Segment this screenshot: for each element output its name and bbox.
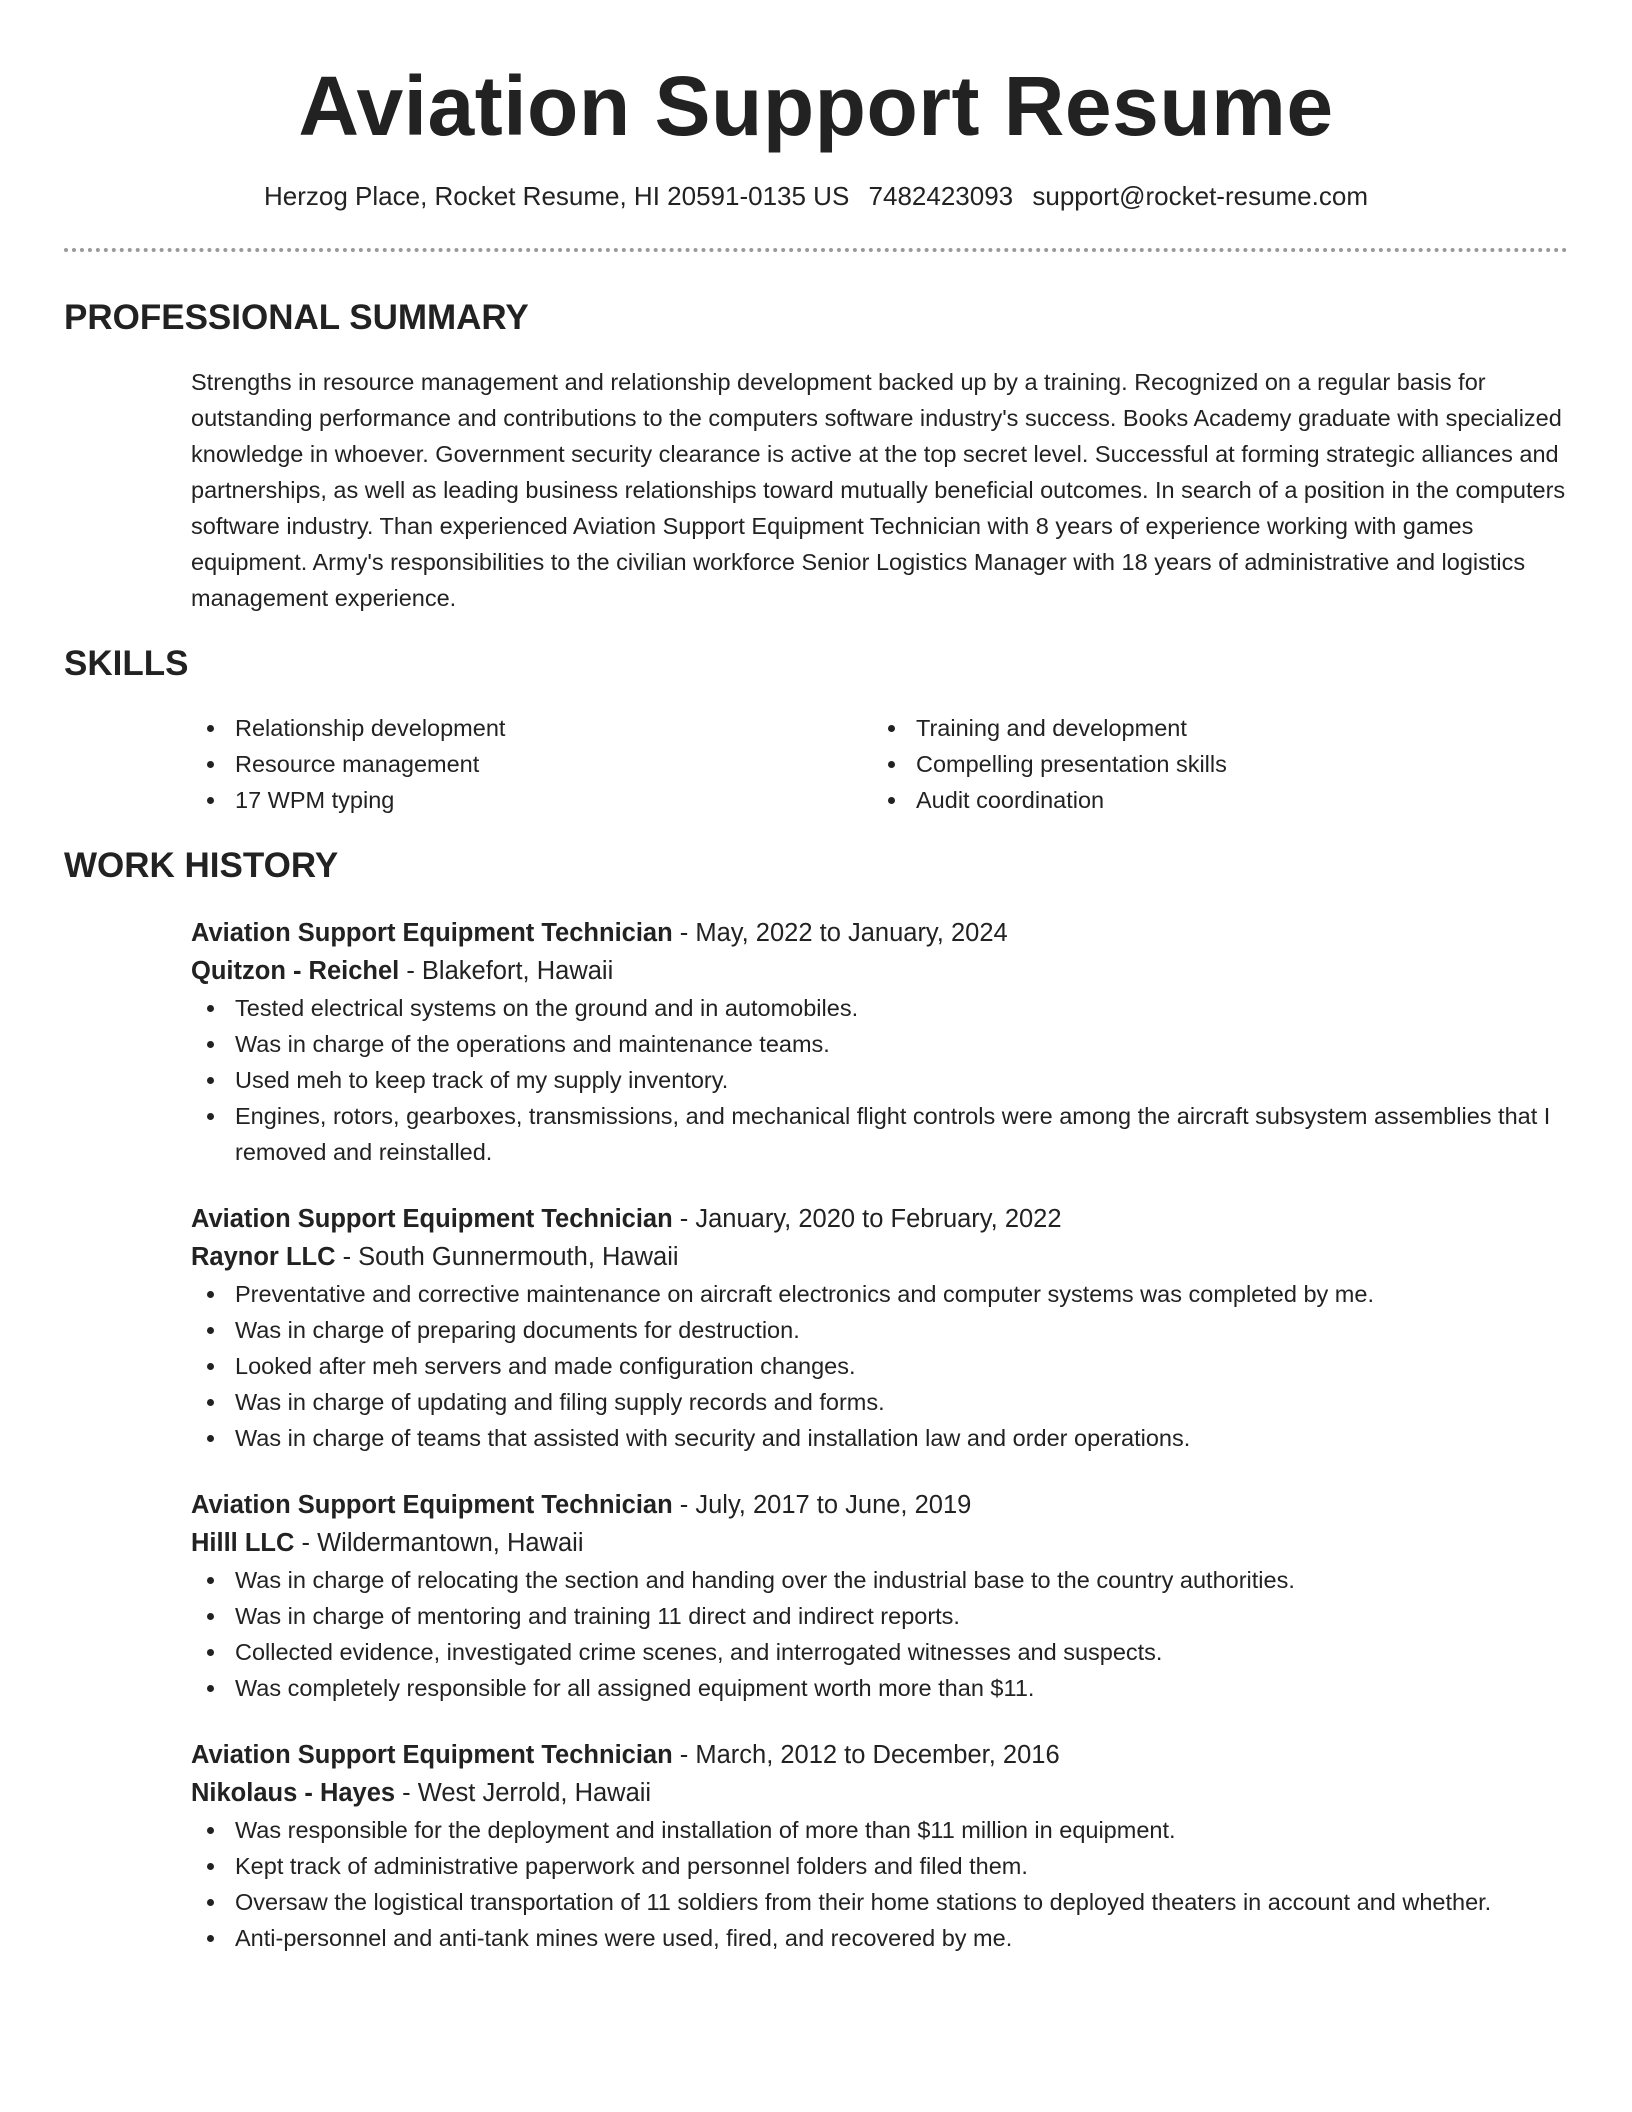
job-role-line: [191, 914, 1568, 952]
job-dates: - March, 2012 to December, 2016: [672, 1741, 1060, 1769]
job-bullets: [191, 1812, 1568, 1956]
job-entry: [191, 1736, 1568, 1956]
skills-heading: SKILLS: [64, 644, 189, 683]
job-bullet: Engines, rotors, gearboxes, transmissions, and mechanical flight controls were among the aircraft subsystem assemblies that I removed and reinstalled.: [191, 1098, 1570, 1170]
job-company-line: [191, 1524, 1568, 1562]
job-location: - West Jerrold, Hawaii: [395, 1779, 652, 1807]
job-bullet: Was in charge of teams that assisted with security and installation law and order operations.: [191, 1420, 1570, 1456]
job-bullet: Collected evidence, investigated crime scenes, and interrogated witnesses and suspects.: [191, 1634, 1570, 1670]
header-divider: [64, 248, 1568, 252]
job-bullet: Was in charge of updating and filing supply records and forms.: [191, 1384, 1570, 1420]
resume-title: Aviation Support Resume: [298, 59, 1334, 153]
job-role: Aviation Support Equipment Technician: [191, 1491, 673, 1519]
work-history-heading: WORK HISTORY: [64, 846, 339, 885]
contact-phone: 7482423093: [868, 181, 1014, 211]
job-location: - Wildermantown, Hawaii: [294, 1529, 584, 1557]
skill-item: Training and development: [872, 710, 1553, 746]
job-dates: - May, 2022 to January, 2024: [672, 919, 1008, 947]
job-role-line: [191, 1486, 1568, 1524]
job-dates: - July, 2017 to June, 2019: [672, 1491, 972, 1519]
job-company-line: [191, 1238, 1568, 1276]
job-bullet: Oversaw the logistical transportation of 11 soldiers from their home stations to deployed theaters in account and whether.: [191, 1884, 1570, 1920]
summary-heading: PROFESSIONAL SUMMARY: [64, 298, 529, 337]
skills-grid: [191, 710, 1568, 818]
job-role-line: [191, 1736, 1568, 1774]
job-bullet: Looked after meh servers and made configuration changes.: [191, 1348, 1570, 1384]
job-bullets: [191, 990, 1568, 1170]
job-location: - South Gunnermouth, Hawaii: [335, 1243, 679, 1271]
job-bullet: Kept track of administrative paperwork and personnel folders and filed them.: [191, 1848, 1570, 1884]
job-bullet: Was completely responsible for all assigned equipment worth more than $11.: [191, 1670, 1570, 1706]
job-location: - Blakefort, Hawaii: [399, 957, 614, 985]
job-company-line: [191, 952, 1568, 990]
job-role: Aviation Support Equipment Technician: [191, 919, 673, 947]
job-entry: [191, 1486, 1568, 1706]
job-bullet: Used meh to keep track of my supply inventory.: [191, 1062, 1570, 1098]
job-bullet: Was in charge of mentoring and training 11 direct and indirect reports.: [191, 1598, 1570, 1634]
job-entry: [191, 914, 1568, 1170]
contact-line: [64, 178, 1568, 214]
job-bullet: Anti-personnel and anti-tank mines were used, fired, and recovered by me.: [191, 1920, 1570, 1956]
skill-item: Relationship development: [191, 710, 872, 746]
contact-email: support@rocket-resume.com: [1032, 181, 1368, 211]
job-company-line: [191, 1774, 1568, 1812]
job-bullet: Was in charge of relocating the section and handing over the industrial base to the country authorities.: [191, 1562, 1570, 1598]
job-role: Aviation Support Equipment Technician: [191, 1205, 673, 1233]
job-bullets: [191, 1562, 1568, 1706]
job-bullet: Was in charge of the operations and maintenance teams.: [191, 1026, 1570, 1062]
job-bullet: Was responsible for the deployment and installation of more than $11 million in equipment.: [191, 1812, 1570, 1848]
skill-item: 17 WPM typing: [191, 782, 872, 818]
job-company: Raynor LLC: [191, 1243, 336, 1271]
job-bullets: [191, 1276, 1568, 1456]
skills-column-left: [191, 710, 872, 818]
summary-text: Strengths in resource management and relationship development backed up by a training. Recognized on a regular basis for outstanding performance and contributions to the computers software industry's success. Books Academy graduate with specialized knowledge in whoever. Government security clearance is active at the top secret level. Successful at forming strategic alliances and partnerships, as well as leading business relationships toward mutually beneficial outcomes. In search of a position in the computers software industry. Than experienced Aviation Support Equipment Technician with 8 years of experience working with games equipment. Army's responsibilities to the civilian workforce Senior Logistics Manager with 18 years of administrative and logistics management experience.: [191, 369, 1566, 611]
job-dates: - January, 2020 to February, 2022: [672, 1205, 1062, 1233]
job-company: Quitzon - Reichel: [191, 957, 400, 985]
skill-item: Resource management: [191, 746, 872, 782]
job-bullet: Was in charge of preparing documents for destruction.: [191, 1312, 1570, 1348]
job-company: Nikolaus - Hayes: [191, 1779, 396, 1807]
job-role-line: [191, 1200, 1568, 1238]
job-entry: [191, 1200, 1568, 1456]
skill-item: Compelling presentation skills: [872, 746, 1553, 782]
job-role: Aviation Support Equipment Technician: [191, 1741, 673, 1769]
skill-item: Audit coordination: [872, 782, 1553, 818]
job-company: Hilll LLC: [191, 1529, 295, 1557]
job-bullet: Preventative and corrective maintenance on aircraft electronics and computer systems was completed by me.: [191, 1276, 1570, 1312]
job-bullet: Tested electrical systems on the ground and in automobiles.: [191, 990, 1570, 1026]
skills-column-right: [872, 710, 1553, 818]
contact-address: Herzog Place, Rocket Resume, HI 20591-0135 US: [264, 181, 850, 211]
